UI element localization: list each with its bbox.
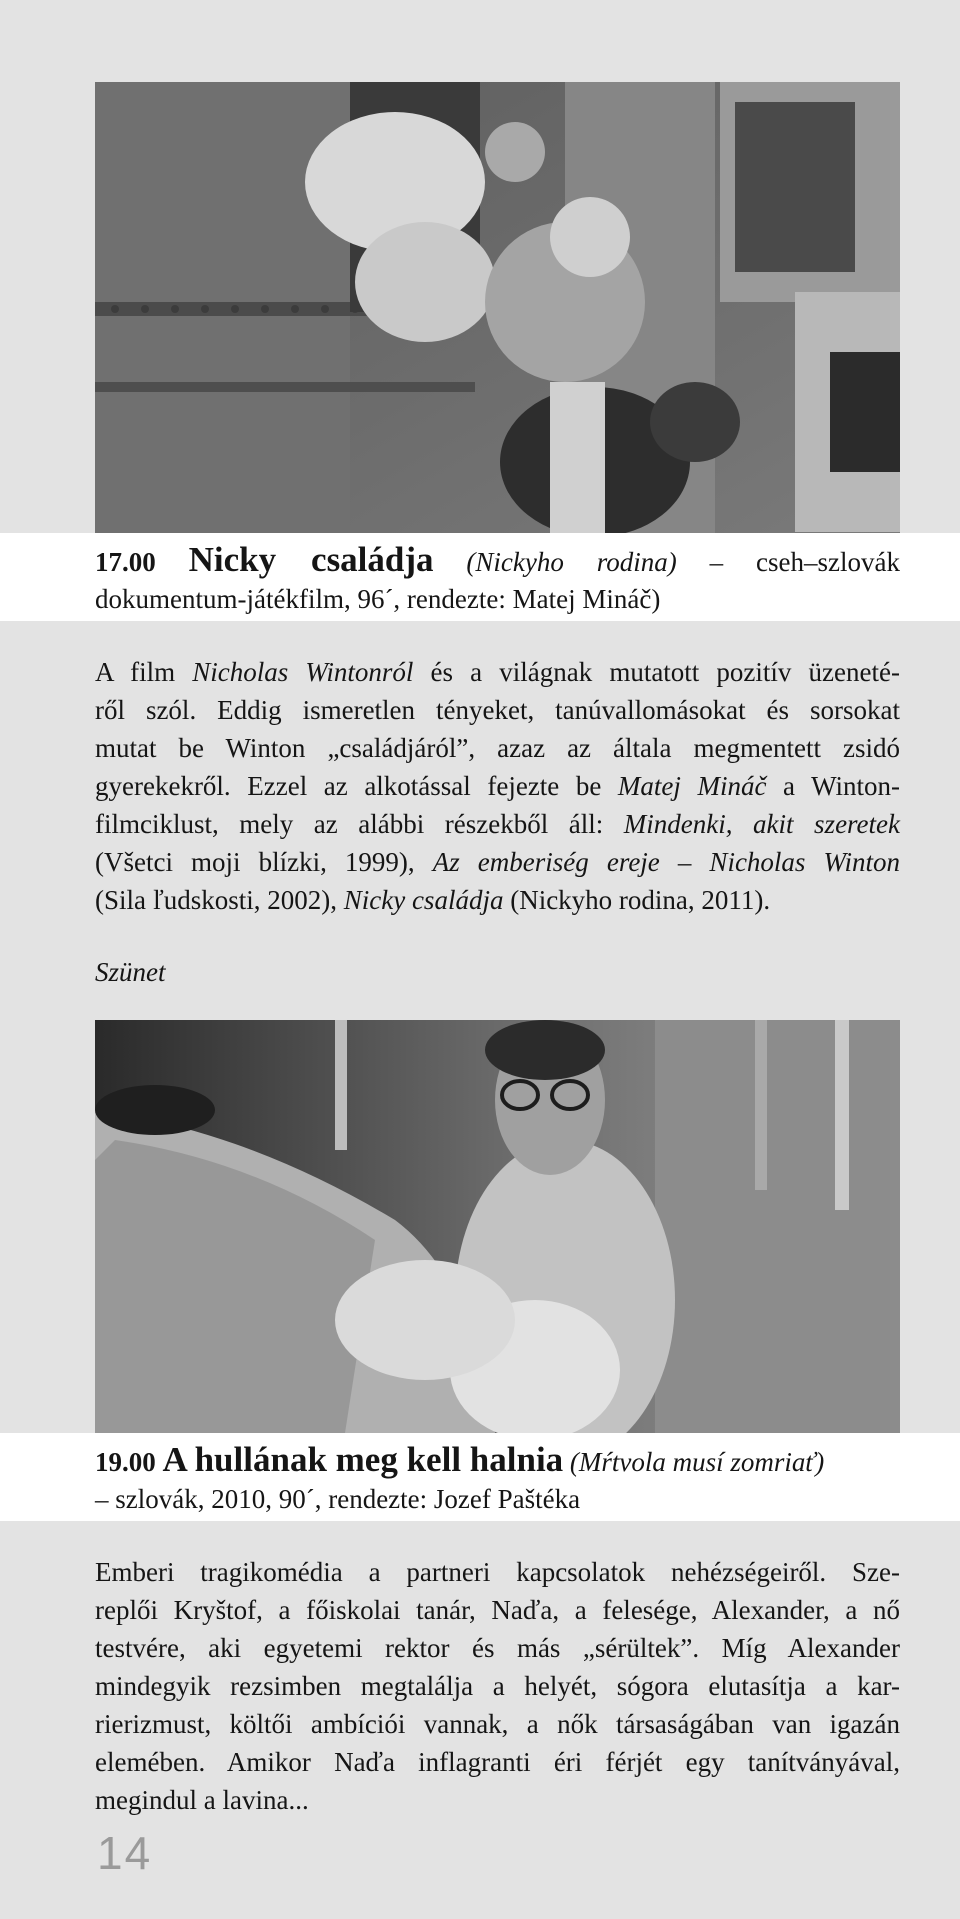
paragraph-line: filmciklust, mely az alábbi részekből áll: Mindenki, akit szeretek [95,809,901,839]
paragraph-line: (Sila ľudskosti, 2002), Nicky családja (Nickyho rodina, 2011). [95,885,771,915]
event-info: – cseh–szlovák [709,547,900,577]
paragraph-line: mindegyik rezsimben megtalálja a helyét, sógora elutasítja a kar- [95,1671,900,1701]
film-still-nicky-csaladja [95,82,900,533]
paragraph-line: Emberi tragikomédia a partneri kapcsolatok nehézségeiről. Sze- [95,1557,900,1587]
pause-label: Szünet [95,957,166,987]
event-original-title: (Nickyho rodina) [466,547,677,577]
event-info-line: – szlovák, 2010, 90´, rendezte: Jozef Paštéka [95,1484,581,1514]
paragraph-line: rierizmust, költői ambíciói vannak, a nők társaságában van igazán [95,1709,900,1739]
event-time: 19.00 [95,1447,156,1477]
italic-title: Mindenki, akit szeretek [623,809,901,839]
event-time: 17.00 [95,547,156,577]
film-still-a-hullanak [95,1020,900,1433]
event-description-2 [95,1553,900,1819]
italic-title: Nicky családja [343,885,504,915]
paragraph-line: megindul a lavina... [95,1785,309,1815]
event-title: A hullának meg kell halnia [162,1440,564,1479]
italic-title: Matej Mináč [617,771,767,801]
event-header-2 [0,1433,960,1521]
paragraph-line: ről szól. Eddig ismeretlen tényeket, tanúvallomásokat és sorsokat [95,695,900,725]
event-original-title: (Mŕtvola musí zomriať) [569,1447,825,1477]
event-description-1 [95,653,900,919]
paragraph-line: mutat be Winton „családjáról”, azaz az általa megmentett zsidó [95,733,900,763]
paragraph-line: elemében. Amikor Naďa inflagranti éri férjét egy tanítványával, [95,1747,900,1777]
event-info-line: dokumentum-játékfilm, 96´, rendezte: Matej Mináč) [95,584,661,614]
paragraph-line: replői Kryštof, a főiskolai tanár, Naďa, a felesége, Alexander, a nő [95,1595,900,1625]
event-title: Nicky családja [188,540,434,579]
paragraph-line: (Všetci moji blízki, 1999), Az emberiség ereje – Nicholas Winton [95,847,901,877]
event-header-1 [0,533,960,621]
paragraph-line: A film Nicholas Wintonról és a világnak mutatott pozitív üzeneté- [95,657,900,687]
page-number: 14 [97,1827,153,1879]
paragraph-line: testvére, aki egyetemi rektor és más „sérültek”. Míg Alexander [95,1633,900,1663]
italic-title: Nicholas Wintonról [192,657,414,687]
paragraph-line: gyerekekről. Ezzel az alkotással fejezte be Matej Mináč a Winton- [95,771,900,801]
italic-title: Az emberiség ereje – Nicholas Winton [432,847,901,877]
